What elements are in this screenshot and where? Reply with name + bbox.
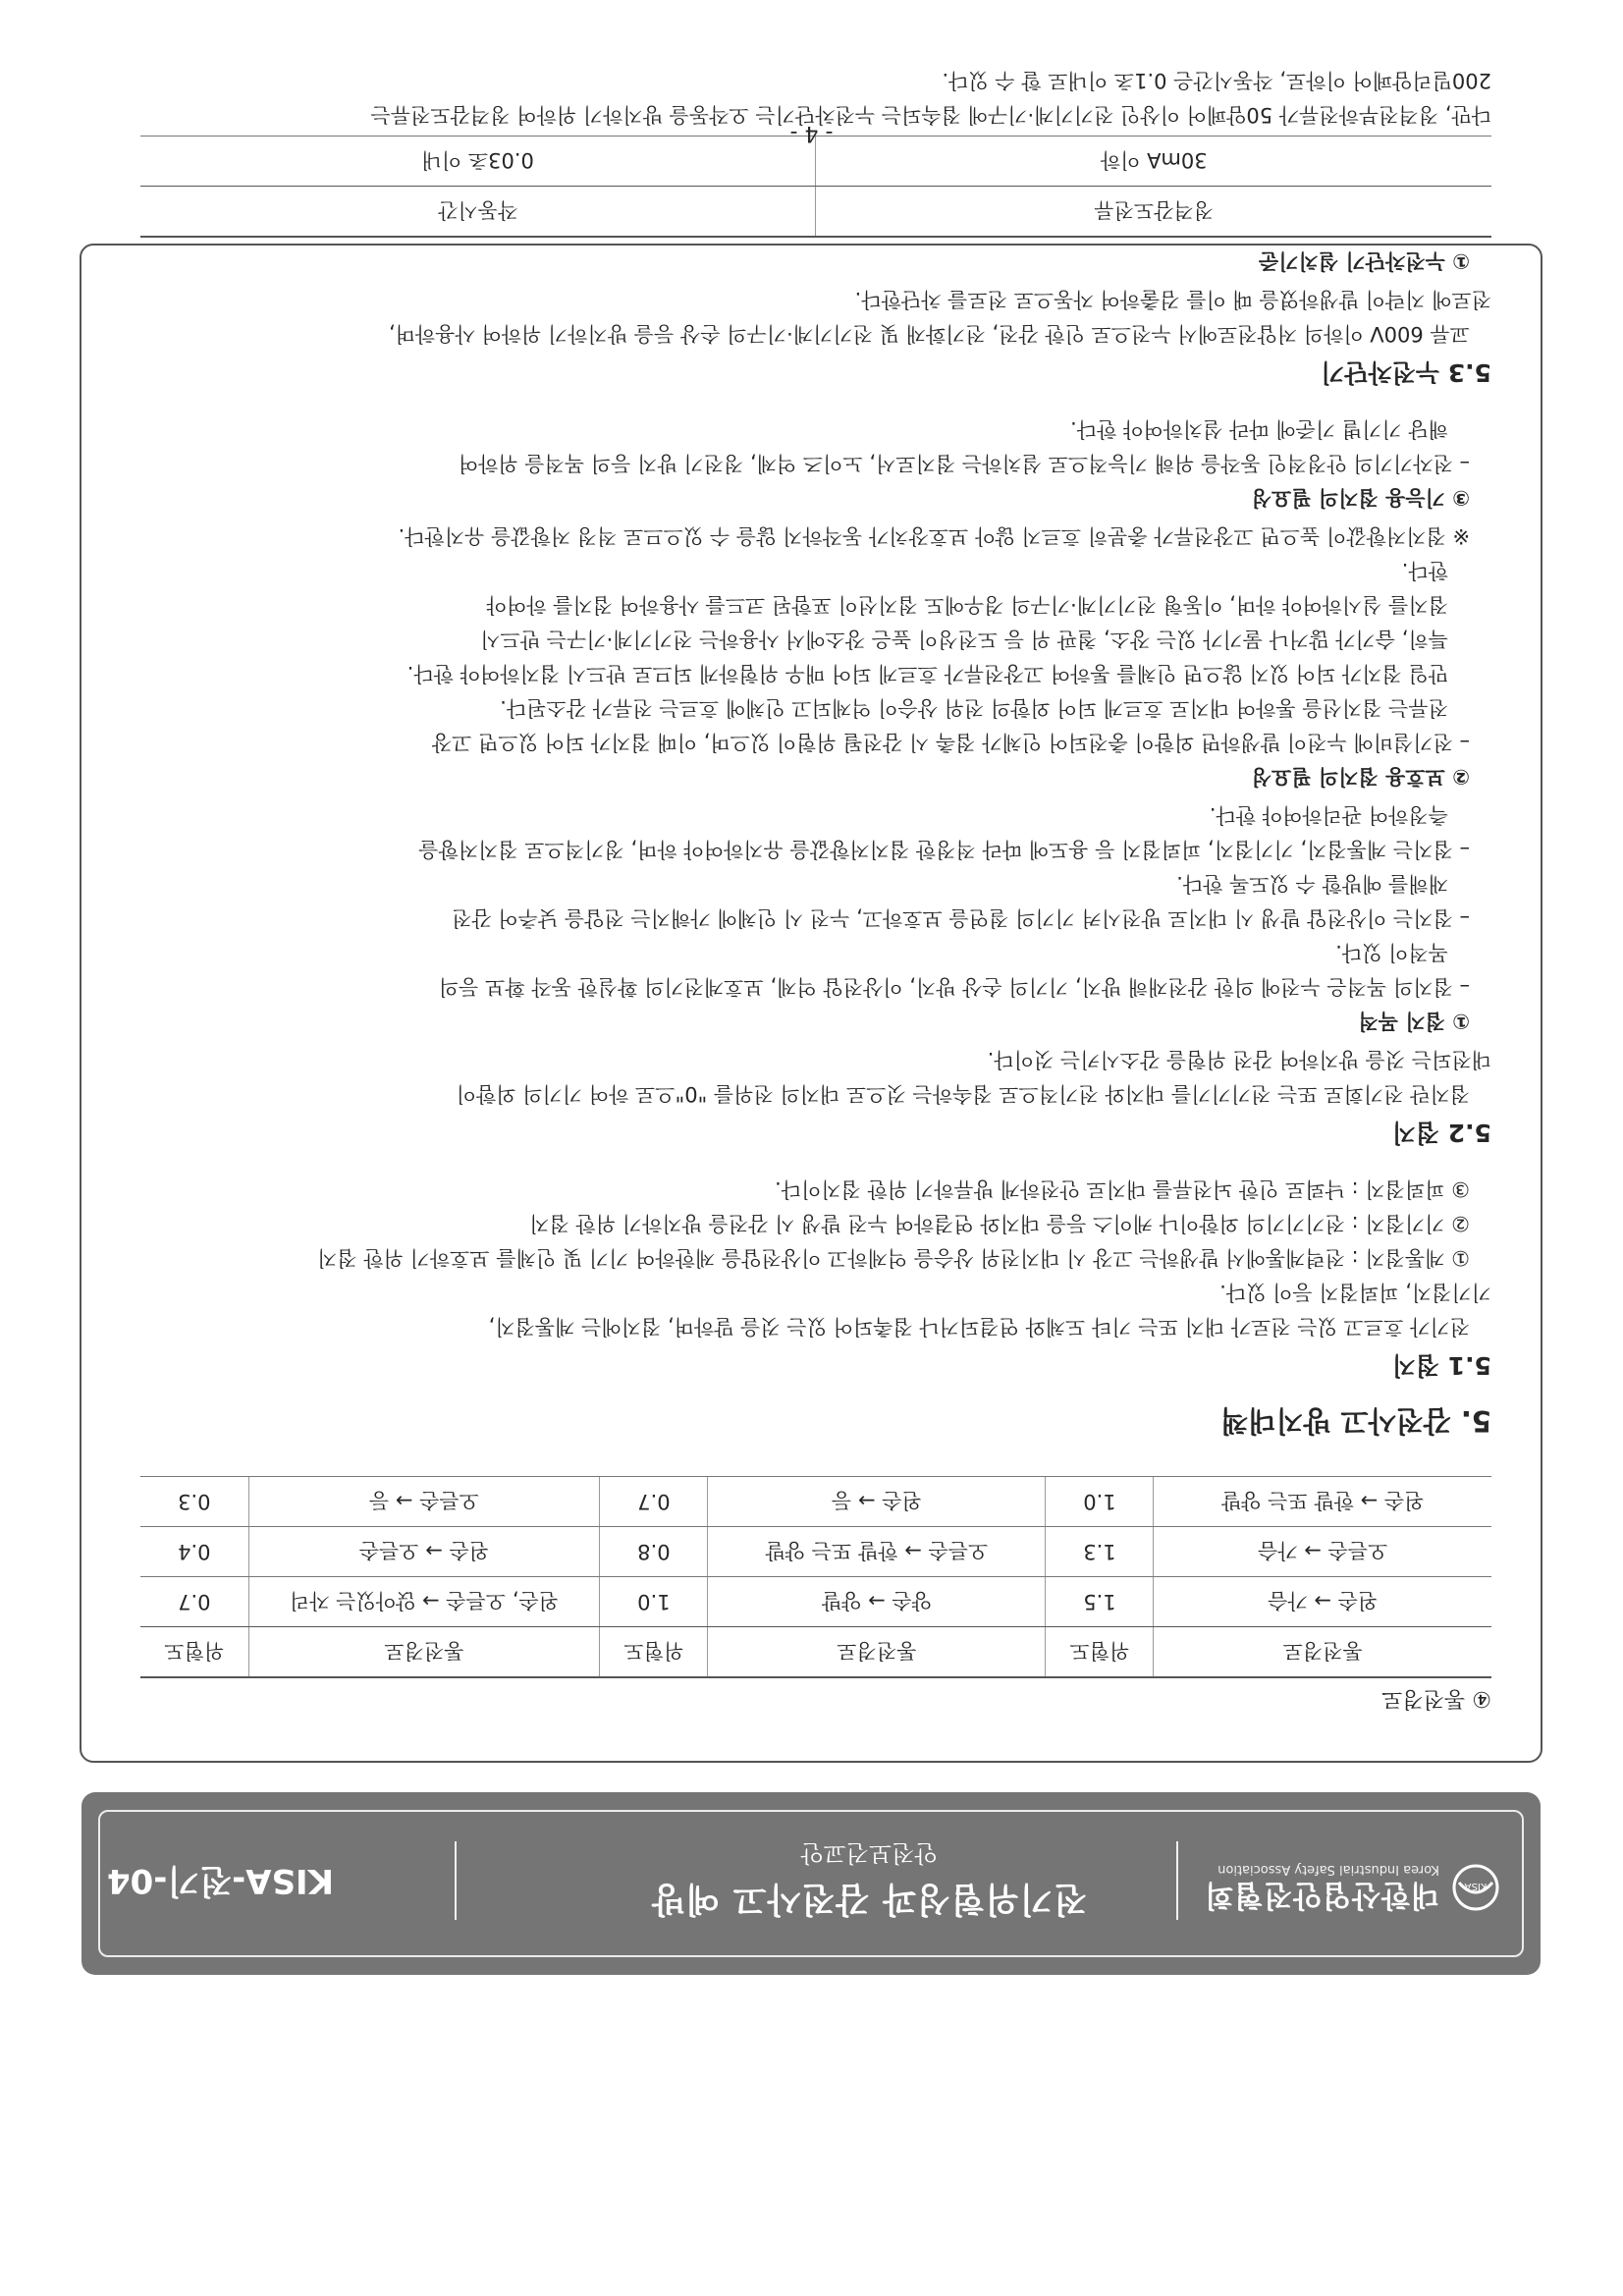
subsection-title: 5.1 접지 bbox=[1391, 1351, 1491, 1380]
content-frame bbox=[80, 69, 1542, 1763]
column-header: 위험도 bbox=[140, 1627, 248, 1678]
column-header: 통전경로 bbox=[708, 1627, 1046, 1678]
section-5 bbox=[131, 63, 1491, 1443]
table-cell: 왼손 → 오른손 bbox=[248, 1527, 600, 1577]
text-line: 한다. bbox=[1401, 559, 1448, 582]
table-row bbox=[140, 1577, 1491, 1627]
list-item: ② 기기접지 : 전기기기의 외함이나 케이스 등을 대지와 연결하여 누전 발생 시 감전을 방지하기 위한 접지 bbox=[529, 1212, 1470, 1235]
text-line: 해당 기기별 기준에 따라 설치하여야 한다. bbox=[1070, 417, 1448, 441]
paragraph bbox=[131, 282, 1491, 351]
table-cell: 1.0 bbox=[1046, 1477, 1154, 1527]
column-header: 위험도 bbox=[1046, 1627, 1154, 1678]
text-line: 다만, 정격전부하전류가 50암페어 이상인 전기기계·기구에 접속되는 누전차단기는 오작동을 방지하기 위하여 정격감도전류는 bbox=[370, 103, 1491, 127]
document-subtitle: 안전보건교안 bbox=[800, 1839, 938, 1867]
document-header bbox=[81, 1792, 1541, 1975]
text-line: – 접지는 이상전압 발생 시 대지로 방전시켜 기기의 절연을 보호하고, 누전 시 인체에 가해지는 전압을 낮추어 감전 bbox=[452, 906, 1470, 930]
table-row bbox=[140, 1477, 1491, 1527]
item-title: ① 접지 목적 bbox=[1358, 1010, 1470, 1033]
text-line: 교류 600V 이하의 저압전로에서 누전으로 인한 감전, 전기화재 및 전기기계·기구의 손상 등을 방지하기 위하여 사용하며, bbox=[388, 322, 1470, 346]
column-header: 정격감도전류 bbox=[816, 187, 1491, 238]
column-header: 위험도 bbox=[600, 1627, 708, 1678]
column-header: 통전경로 bbox=[248, 1627, 600, 1678]
item-title: ② 보호용 접지의 필요성 bbox=[1251, 765, 1470, 789]
header-frame bbox=[98, 1810, 1524, 1957]
document-title: 전기위험성과 감전사고 예방 bbox=[650, 1879, 1088, 1918]
table-cell: 0.7 bbox=[600, 1477, 708, 1527]
item-title: ① 누전차단기 설치기준 bbox=[1259, 249, 1470, 273]
table-cell: 0.8 bbox=[600, 1527, 708, 1577]
column-header: 통전경로 bbox=[1154, 1627, 1491, 1678]
text-line: 전기가 흐르고 있는 전로가 대지 또는 기타 도체와 연결되거나 접촉되어 있는 것을 말하며, 접지에는 계통접지, bbox=[488, 1315, 1470, 1339]
table-cell: 양손 → 양발 bbox=[708, 1577, 1046, 1627]
svg-text:KISA: KISA bbox=[1464, 1881, 1488, 1891]
table-cell: 오른손 → 한발 또는 양발 bbox=[708, 1527, 1046, 1577]
current-path-table bbox=[140, 1476, 1491, 1678]
table-cell: 1.3 bbox=[1046, 1527, 1154, 1577]
subsection-title: 5.3 누전차단기 bbox=[1321, 358, 1491, 387]
table-cell: 왼손 → 가슴 bbox=[1154, 1577, 1491, 1627]
org-name: 대한산업안전협회 bbox=[1204, 1878, 1439, 1912]
text-line: 목적이 있다. bbox=[1335, 941, 1448, 964]
table-cell: 0.4 bbox=[140, 1527, 248, 1577]
table-cell: 0.3 bbox=[140, 1477, 248, 1527]
table-header-row bbox=[140, 1627, 1491, 1678]
table-cell: 1.0 bbox=[600, 1577, 708, 1627]
org-name-en: Korea Industrial Safety Association bbox=[1217, 1862, 1439, 1877]
table-cell: 왼손 → 등 bbox=[708, 1477, 1046, 1527]
table-cell: 오른손 → 가슴 bbox=[1154, 1527, 1491, 1577]
paragraph bbox=[131, 1275, 1491, 1343]
item-title: ③ 기능용 접지의 필요성 bbox=[1251, 486, 1470, 510]
document-code: KISA-전기-04 bbox=[106, 1861, 334, 1900]
column-header: 작동시간 bbox=[140, 187, 816, 238]
list-item: ③ 피뢰접지 : 낙뢰로 인한 뇌전류를 대지로 안전하게 방류하기 위한 접지이다. bbox=[775, 1177, 1470, 1201]
text-line: 대전되는 것을 방지하여 감전 위험을 감소시키는 것이다. bbox=[987, 1048, 1491, 1071]
kisa-logo-icon bbox=[1451, 1863, 1500, 1912]
table-cell: 0.03초 이내 bbox=[140, 137, 816, 187]
section-title: 5. 감전사고 방지대책 bbox=[1220, 1404, 1491, 1438]
table-cell: 1.5 bbox=[1046, 1577, 1154, 1627]
table-caption: ④ 통전경로 bbox=[1381, 1686, 1491, 1711]
table-cell: 왼손 → 한발 또는 양발 bbox=[1154, 1477, 1491, 1527]
table-header-row bbox=[140, 187, 1491, 238]
table-cell: 오른손 → 등 bbox=[248, 1477, 600, 1527]
text-line: – 전기설비에 누전이 발생하면 외함이 충전되어 인체가 접촉 시 감전될 위험이 있으며, 이때 접지가 되어 있으면 고장 bbox=[431, 731, 1470, 754]
text-line: 전류는 접지선을 통하여 대지로 흐르게 되어 외함의 전위 상승이 억제되고 인체에 흐르는 전류가 감소된다. bbox=[500, 696, 1448, 720]
text-line: 만일 접지가 되어 있지 않으면 인체를 통하여 고장전류가 흐르게 되어 매우 위험하게 되므로 반드시 접지하여야 한다. bbox=[406, 662, 1448, 685]
header-divider bbox=[1176, 1841, 1178, 1920]
text-line: 기기접지, 피뢰접지 등이 있다. bbox=[1219, 1281, 1491, 1304]
text-line: 전로에 지락이 발생하였을 때 이를 검출하여 자동으로 전로를 차단한다. bbox=[854, 288, 1491, 311]
list-item: ① 계통접지 : 전력계통에서 발생하는 고장 시 대지전위 상승을 억제하고 이상전압을 제한하여 기기 및 인체를 보호하기 위한 접지 bbox=[317, 1246, 1470, 1270]
text-line: 측정하여 관리하여야 한다. bbox=[1209, 803, 1448, 827]
rcd-table bbox=[140, 136, 1491, 238]
current-path-table-wrap bbox=[131, 1476, 1491, 1678]
table-row bbox=[140, 1527, 1491, 1577]
text-line: 특히, 습기가 많거나 물기가 있는 장소, 철판 위 등 도전성이 높은 장소에서 사용하는 전기기계·기구는 반드시 bbox=[480, 628, 1448, 651]
text-line: 재해를 예방할 수 있도록 한다. bbox=[1176, 872, 1448, 896]
page-number: - 4 - bbox=[789, 121, 834, 145]
text-line: 접지란 전기회로 또는 전기기기를 대지와 전기적으로 접속하는 것으로 대지의 전위를 "0"으로 하여 기기의 외함이 bbox=[456, 1082, 1470, 1106]
table-cell: 30mA 이하 bbox=[816, 137, 1491, 187]
text-line: – 전자기기의 안정적인 동작을 위해 기능적으로 설치하는 접지로서, 노이즈 억제, 정전기 방지 등의 목적을 위하여 bbox=[458, 452, 1470, 475]
paragraph bbox=[131, 1042, 1491, 1111]
note: ※ 접지저항값이 높으면 고장전류가 충분히 흐르지 않아 보호장치가 동작하지 않을 수 있으므로 적정 저항값을 유지한다. bbox=[398, 524, 1470, 548]
text-line: – 접지는 계통접지, 기기접지, 피뢰접지 등 용도에 따라 적정한 접지저항값을 유지하여야 하며, 정기적으로 접지저항을 bbox=[418, 838, 1470, 861]
subsection-title: 5.2 접지 bbox=[1391, 1119, 1491, 1147]
text-line: 200밀리암페어 이하로, 작동시간은 0.1초 이내로 할 수 있다. bbox=[942, 69, 1491, 92]
header-divider bbox=[455, 1841, 457, 1920]
table-cell: 0.7 bbox=[140, 1577, 248, 1627]
text-line: 접지를 실시하여야 하며, 이동형 전기기계·기구의 경우에도 접지선이 포함된 코드를 사용하여 접지를 하여야 bbox=[486, 593, 1448, 617]
table-cell: 왼손, 오른손 → 앉아있는 자리 bbox=[248, 1577, 600, 1627]
text-line: – 접지의 목적은 누전에 의한 감전재해 방지, 기기의 손상 방지, 이상전압 억제, 보호계전기의 확실한 동작 확보 등의 bbox=[438, 975, 1470, 999]
